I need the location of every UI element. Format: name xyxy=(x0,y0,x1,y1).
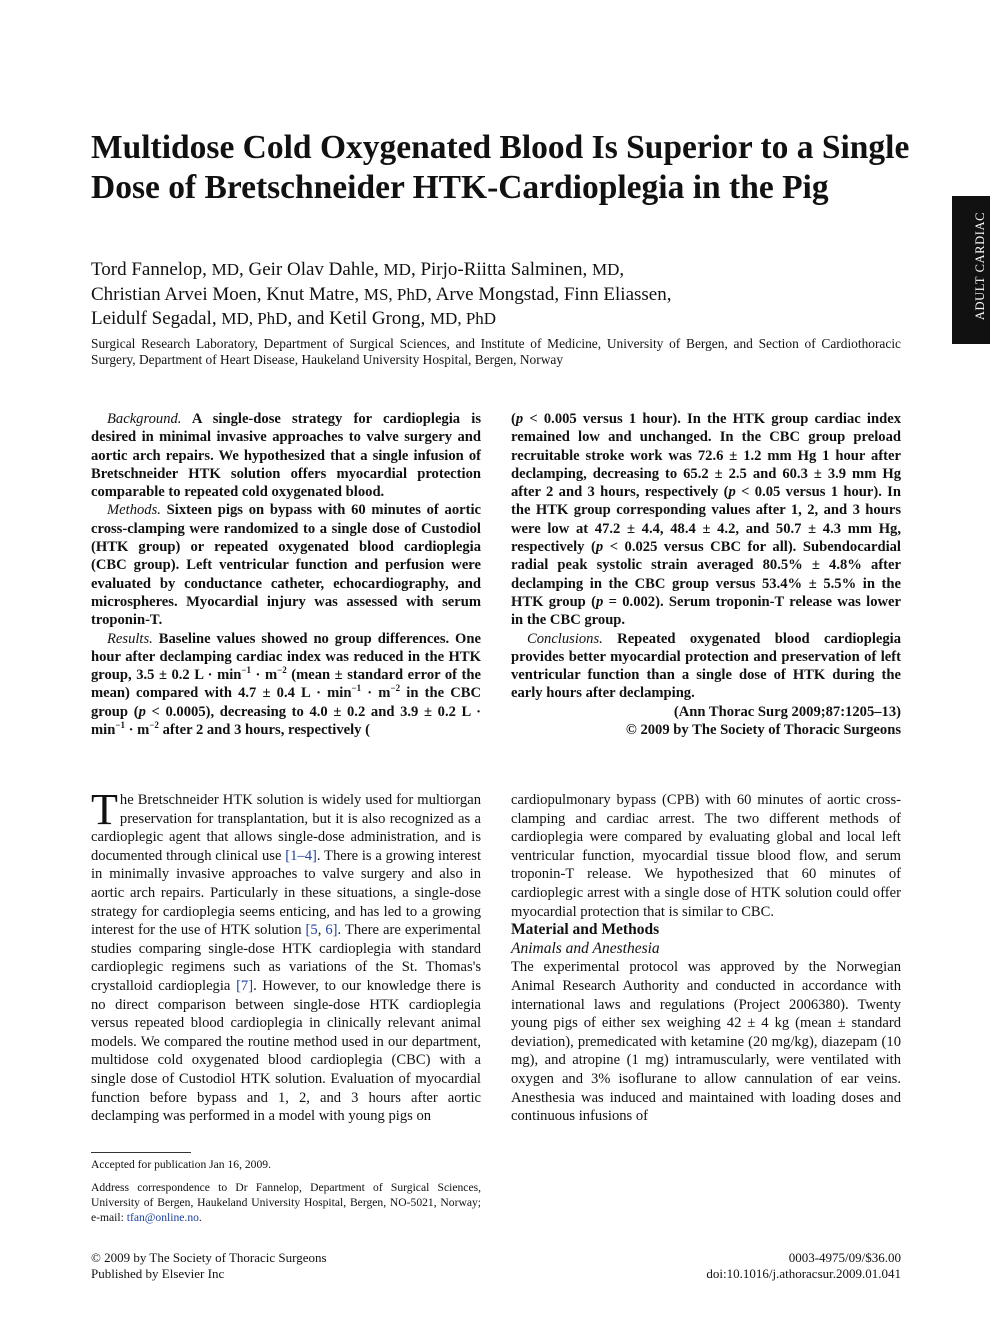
author-name: Geir Olav Dahle xyxy=(248,259,375,280)
abstract-methods: Methods. Sixteen pigs on bypass with 60 minutes of aortic cross-clamping were randomized to a single dose of Custodiol (HTK group) or repeated oxygenated blood cardioplegia (CBC group). Left ventricular function and perfusion were evaluated by conductance catheter, echocardiography, and microspheres. Myocardial injury was assessed with serum troponin-T. xyxy=(91,502,481,629)
author-name: Finn Eliassen xyxy=(563,283,667,305)
footer-right xyxy=(560,1250,901,1281)
author-name: Leidulf Segadal xyxy=(91,308,212,329)
methods-paragraph: The experimental protocol was approved by the Norwegian Animal Research Authority and conducted in accordance with international laws and regulations (Project 2006380). Twenty young pigs of either sex weighing 42 ± 4 kg (mean ± standard deviation), premedicated with ketamine (20 mg/kg), diazepam (10 mg), and atropine (1 mg) intramuscularly, were ventilated with oxygen and 3% isoflurane to allow cannulation of ear veins. Anesthesia was induced and maintained with loading doses and continuous infusions of xyxy=(511,959,901,1125)
author-degree: MS, PhD xyxy=(363,284,428,304)
author-degree: MD xyxy=(383,260,411,279)
author-name: Pirjo-Riitta Salminen xyxy=(420,259,583,280)
email-link[interactable]: tfan@online.no xyxy=(126,1211,199,1224)
footnotes xyxy=(91,1157,481,1233)
author-name: Knut Matre xyxy=(266,283,355,305)
section-tab xyxy=(952,196,990,344)
author-name: Arve Mongstad xyxy=(435,283,555,305)
author-degree: MD, PhD xyxy=(429,309,497,328)
author-name: Christian Arvei Moen xyxy=(91,283,257,305)
body-column-right xyxy=(511,791,901,1126)
subsection-heading: Animals and Anesthesia xyxy=(511,939,660,957)
author-name: Ketil Grong xyxy=(329,308,421,329)
accepted-note: Accepted for publication Jan 16, 2009. xyxy=(91,1158,271,1171)
footer-copyright: © 2009 by The Society of Thoracic Surgeons xyxy=(91,1250,327,1265)
abstract-background: Background. A single-dose strategy for cardioplegia is desired in minimal invasive approaches to valve surgery and aortic arch repairs. We hypothesized that a single infusion of Bretschneider HTK solution offers myocardial protection comparable to repeated cold oxygenated blood. xyxy=(91,411,481,501)
section-tab-label: ADULT CARDIAC xyxy=(973,211,987,321)
correspondence-note: Address correspondence to Dr Fannelop, Department of Surgical Sciences, University of Bergen, Haukeland University Hospital, Bergen, NO-5021, Norway; e-mail: tfan@online.no. xyxy=(91,1181,481,1224)
abstract-results: Results. Baseline values showed no group differences. One hour after declamping cardiac index was reduced in the HTK group, 3.5 ± 0.2 $L \cdot \min^{-1} \cdot m^{-2}$ (mean ± standard error of the mean) compared with 4.7 ± 0.4 $L \cdot \min^{-1} \cdot m^{-2}$ in the CBC group (p < 0.0005), decreasing to 4.0 ± 0.2 and 3.9 ± 0.2 $L \cdot \min^{-1} \cdot m^{-2}$ after 2 and 3 hours, respectively ( xyxy=(91,630,482,739)
author-name: Tord Fannelop xyxy=(91,259,203,280)
author-degree: MD xyxy=(591,260,620,279)
ref-5-link[interactable]: [5 xyxy=(305,922,318,939)
footer-doi: doi:10.1016/j.athoracsur.2009.01.041 xyxy=(706,1265,901,1281)
affiliation: Surgical Research Laboratory, Department of Surgical Sciences, and Institute of Medicine, University of Bergen, and Section of Cardiothoracic Surgery, Department of Heart Disease, Haukeland University Hospital, Bergen, Norway xyxy=(91,336,901,367)
body-column-left xyxy=(91,785,482,1126)
author-degree: MD, PhD xyxy=(221,309,288,328)
abstract-column-left xyxy=(91,410,481,739)
footer-issn: 0003-4975/09/$36.00 xyxy=(788,1250,901,1265)
author-list: Tord Fannelop, MD, Geir Olav Dahle, MD, Pirjo-Riitta Salminen, MD, Christian Arvei Moen, Knut Matre, MS, PhD, Arve Mongstad, Finn Eliassen, Leidulf Segadal, MD, PhD, and Ketil Grong, MD, PhD xyxy=(91,259,672,329)
drop-cap: T xyxy=(91,785,118,834)
author-degree: MD xyxy=(211,260,239,279)
article-title: Multidose Cold Oxygenated Blood Is Superior to a Single Dose of Bretschneider HTK-Cardioplegia in the Pig xyxy=(91,129,910,206)
abstract-column-right xyxy=(511,410,901,739)
footnote-rule xyxy=(91,1152,191,1153)
citation: (Ann Thorac Surg 2009;87:1205–13) xyxy=(673,703,901,720)
abstract-conclusions: Conclusions. Repeated oxygenated blood cardioplegia provides better myocardial protection and preservation of left ventricular function than a single dose of HTK during the early hours after declamping. xyxy=(511,630,901,702)
abstract-results-cont: (p < 0.005 versus 1 hour). In the HTK group cardiac index remained low and unchanged. In the CBC group preload recruitable stroke work was 72.6 ± 1.2 mm Hg 1 hour after declamping, decreasing to 65.2 ± 2.5 and 60.3 ± 3.9 mm Hg after 2 and 3 hours, respectively (p < 0.05 versus 1 hour). In the HTK group corresponding values after 1, 2, and 3 hours were low at 47.2 ± 4.4, 48.4 ± 4.2, and 50.7 ± 4.3 mm Hg, respectively (p < 0.025 versus CBC for all). Subendocardial radial peak systolic strain averaged 80.5% ± 4.8% after declamping in the CBC group versus 53.4% ± 5.5% in the HTK group (p = 0.002). Serum troponin-T release was lower in the CBC group. xyxy=(511,411,901,629)
intro-paragraph-cont: cardiopulmonary bypass (CPB) with 60 minutes of aortic cross-clamping and cardiac arrest. The two different methods of cardioplegia were compared by evaluating global and local left ventricular function, myocardial tissue blood flow, and serum troponin-T release. We hypothesized that 60 minutes of cardioplegic arrest with a single dose of HTK solution could offer myocardial protection that is similar to CBC. xyxy=(511,792,901,920)
ref-7-link[interactable]: [7] xyxy=(236,977,254,994)
footer-publisher: Published by Elsevier Inc xyxy=(91,1265,225,1281)
section-heading: Material and Methods xyxy=(511,921,660,939)
ref-6-link[interactable]: 6] xyxy=(325,922,338,939)
intro-paragraph: The Bretschneider HTK solution is widely used for multiorgan preservation for transplantation, but it is also recognized as a cardioplegic agent that allows single-dose administration, and is documented through clinical use [1–4]. There is a growing interest in minimally invasive approaches to valve surgery and also in aortic arch repairs. Particularly in these situations, a single-dose strategy for cardioplegia seems enticing, and has led to a growing interest for the use of HTK solution [5, 6]. There are experimental studies comparing single-dose HTK cardioplegia with standard cardioplegic regimens such as variations of the St. Thomas's crystalloid cardioplegia [7]. However, to our knowledge there is no direct comparison between single-dose HTK cardioplegia versus repeated blood cardioplegia in clinically relevant animal models. We compared the routine method used in our department, multidose cold oxygenated blood cardioplegia (CBC) with a single dose of Custodiol HTK solution. Evaluation of myocardial function before bypass and 1, 2, and 3 hours after aortic declamping was performed in a model with young pigs on xyxy=(91,785,482,1125)
ref-1-4-link[interactable]: [1–4] xyxy=(285,847,317,864)
abstract-copyright: © 2009 by The Society of Thoracic Surgeons xyxy=(625,722,901,739)
footer-left xyxy=(91,1250,511,1281)
